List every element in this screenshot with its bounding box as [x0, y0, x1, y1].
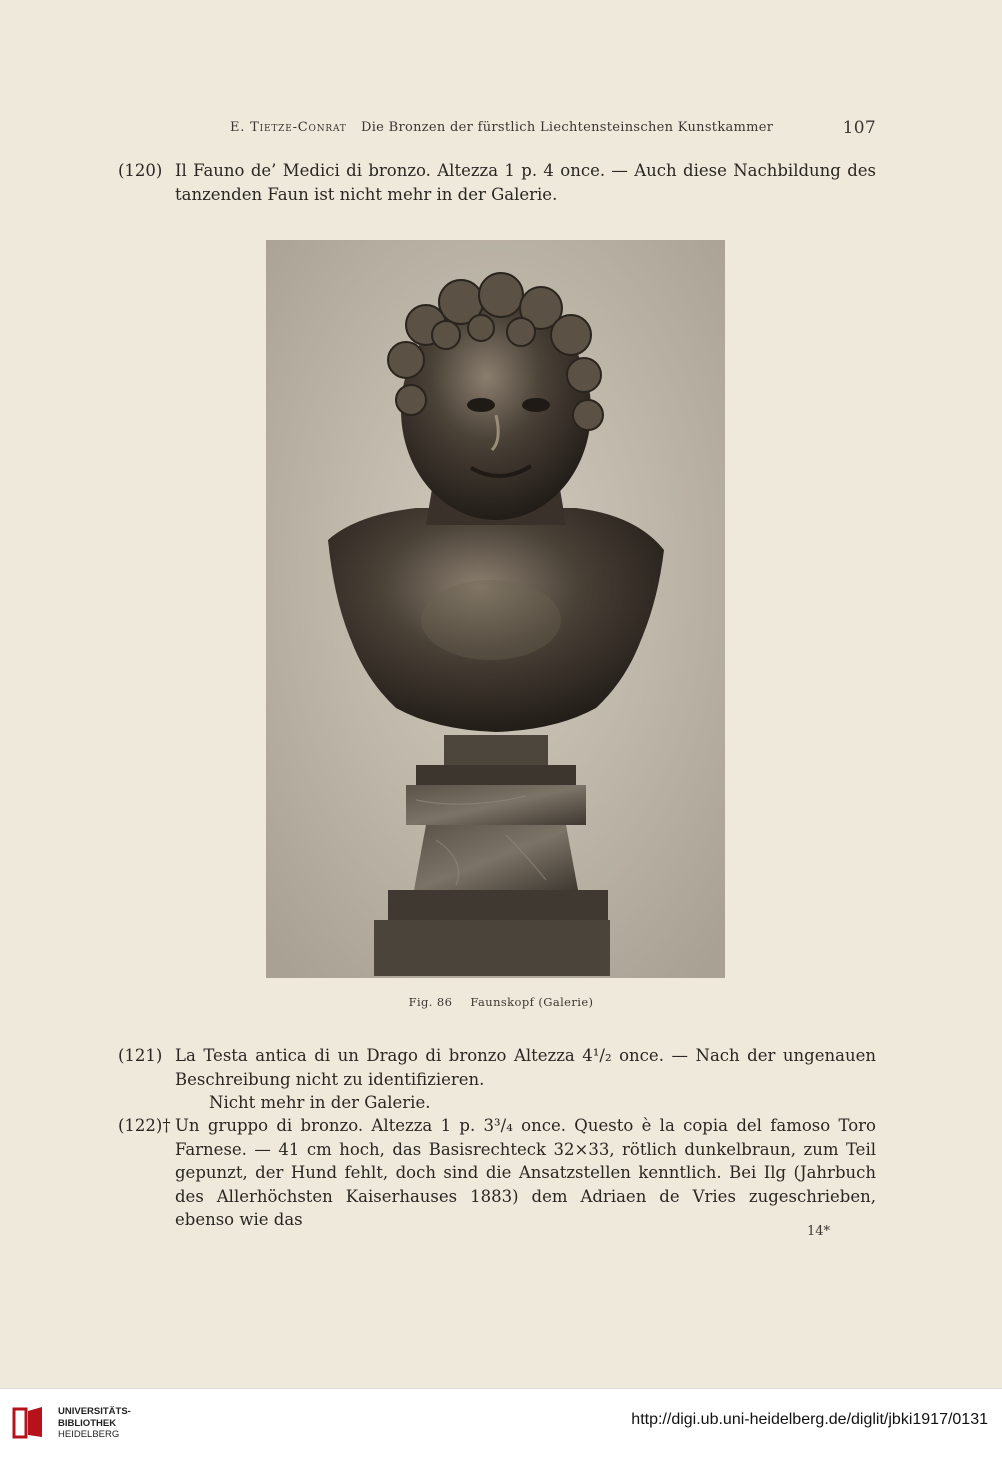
library-name	[58, 1406, 131, 1441]
figure-caption-text: Faunskopf (Galerie)	[470, 995, 594, 1009]
entry-text: Il Fauno de’ Medici di bronzo. Altezza 1 p. 4 once. — Auch diese Nachbildung des tanzenden Faun ist nicht mehr in der Galerie.	[175, 161, 876, 204]
header-title: Die Bronzen der fürstlich Liechtensteinschen Kunstkammer	[361, 120, 774, 135]
figure-caption	[0, 995, 1002, 1009]
entry-number: (122)†	[118, 1116, 171, 1135]
permalink-url[interactable]: http://digi.ub.uni-heidelberg.de/diglit/jbki1917/0131	[631, 1411, 988, 1428]
viewer-footer	[0, 1388, 1002, 1459]
library-logo-icon	[12, 1405, 48, 1441]
running-header	[230, 118, 880, 138]
library-line: HEIDELBERG	[58, 1429, 120, 1440]
entry-note: Nicht mehr in der Galerie.	[209, 1093, 431, 1112]
page-number: 107	[842, 118, 876, 138]
figure-label: Fig. 86	[408, 995, 453, 1009]
catalog-entry-122	[118, 1114, 876, 1232]
entry-text: La Testa antica di un Drago di bronzo Altezza 4¹/₂ once. — Nach der ungenauen Beschreibung nicht zu identifizieren.	[175, 1046, 876, 1089]
signature-mark: 14*	[807, 1224, 831, 1239]
figure-bust-photo	[266, 240, 725, 978]
faun-bust-image	[266, 240, 725, 978]
entry-number: (121)	[118, 1046, 163, 1065]
entry-number: (120)	[118, 161, 163, 180]
catalog-entry-121	[118, 1044, 876, 1115]
library-line: UNIVERSITÄTS-	[58, 1406, 131, 1417]
entry-text: Un gruppo di bronzo. Altezza 1 p. 3³/₄ once. Questo è la copia del famoso Toro Farnese. — 41 cm hoch, das Basisrechteck 32×33, rötlich dunkelbraun, zum Teil gepunzt, der Hund fehlt, doch sind die Ansatzstellen kenntlich. Bei Ilg (Jahrbuch des Allerhöchsten Kaiserhauses 1883) dem Adriaen de Vries zugeschrieben, ebenso wie das	[175, 1116, 876, 1229]
library-line: BIBLIOTHEK	[58, 1417, 117, 1429]
catalog-entry-120	[118, 159, 876, 206]
header-author: E. Tietze-Conrat	[230, 120, 347, 135]
